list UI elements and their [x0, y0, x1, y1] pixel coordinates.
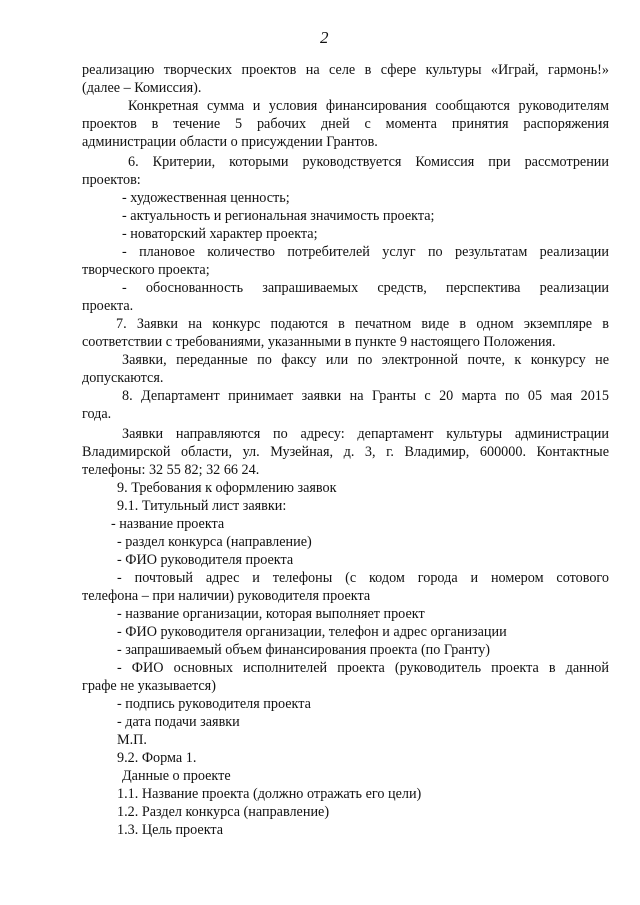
section-heading-8: 8. Департамент принимает заявки на Гранты с 20 марта по 05 мая 2015 — [122, 388, 609, 404]
list-item: - плановое количество потребителей услуг по результатам реализации — [122, 244, 609, 260]
list-item: - запрашиваемый объем финансирования проекта (по Гранту) — [117, 642, 491, 658]
list-item-continuation: творческого проекта; — [82, 262, 210, 278]
paragraph-line: допускаются. — [82, 370, 164, 386]
list-item: - название проекта — [111, 516, 225, 532]
paragraph-line: Заявки направляются по адресу: департамент культуры администрации — [122, 426, 609, 442]
list-item: - дата подачи заявки — [117, 714, 240, 730]
list-item: - раздел конкурса (направление) — [117, 534, 312, 550]
subsection-heading: 9.1. Титульный лист заявки: — [117, 498, 287, 514]
list-item: - обоснованность запрашиваемых средств, перспектива реализации — [122, 280, 609, 296]
list-item: - название организации, которая выполняет проект — [117, 606, 425, 622]
paragraph-line: реализацию творческих проектов на селе в сфере культуры «Играй, гармонь!» — [82, 62, 609, 78]
subsection-heading: 9.2. Форма 1. — [117, 750, 197, 766]
paragraph-line: Заявки, переданные по факсу или по электронной почте, к конкурсу не — [122, 352, 609, 368]
page-number: 2 — [320, 28, 329, 47]
form-field: 1.3. Цель проекта — [117, 822, 224, 838]
paragraph-line: проектов в течение 5 рабочих дней с момента принятия распоряжения — [82, 116, 609, 132]
list-item: - подпись руководителя проекта — [117, 696, 311, 712]
paragraph-line: соответствии с требованиями, указанными в пункте 9 настоящего Положения. — [82, 334, 556, 350]
list-item-continuation: графе не указывается) — [82, 678, 216, 694]
paragraph-line: (далее – Комиссия). — [82, 80, 202, 96]
list-item-continuation: проекта. — [82, 298, 134, 314]
list-item: - новаторский характер проекта; — [122, 226, 318, 242]
list-item: - ФИО руководителя проекта — [117, 552, 294, 568]
list-item: - ФИО основных исполнителей проекта (руководитель проекта в данной — [117, 660, 609, 676]
form-field: 1.1. Название проекта (должно отражать его цели) — [117, 786, 422, 802]
form-field: 1.2. Раздел конкурса (направление) — [117, 804, 330, 820]
paragraph-line: года. — [82, 406, 112, 422]
list-item: - ФИО руководителя организации, телефон и адрес организации — [117, 624, 507, 640]
list-item: - художественная ценность; — [122, 190, 290, 206]
paragraph-line: Конкретная сумма и условия финансирования сообщаются руководителям — [128, 98, 609, 114]
paragraph-line: проектов: — [82, 172, 141, 188]
list-item-continuation: телефона – при наличии) руководителя проекта — [82, 588, 371, 604]
section-heading-6: 6. Критерии, которыми руководствуется Комиссия при рассмотрении — [128, 154, 609, 170]
section-heading-9: 9. Требования к оформлению заявок — [117, 480, 337, 496]
list-item: - актуальность и региональная значимость проекта; — [122, 208, 435, 224]
paragraph-line: Владимирской области, ул. Музейная, д. 3, г. Владимир, 600000. Контактные — [82, 444, 609, 460]
list-item: - почтовый адрес и телефоны (с кодом города и номером сотового — [117, 570, 609, 586]
form-title: Данные о проекте — [122, 768, 231, 784]
paragraph-line: телефоны: 32 55 82; 32 66 24. — [82, 462, 260, 478]
paragraph-line: администрации области о присуждении Грантов. — [82, 134, 378, 150]
section-heading-7: 7. Заявки на конкурс подаются в печатном виде в одном экземпляре в — [116, 316, 609, 332]
stamp-placeholder: М.П. — [117, 732, 147, 748]
